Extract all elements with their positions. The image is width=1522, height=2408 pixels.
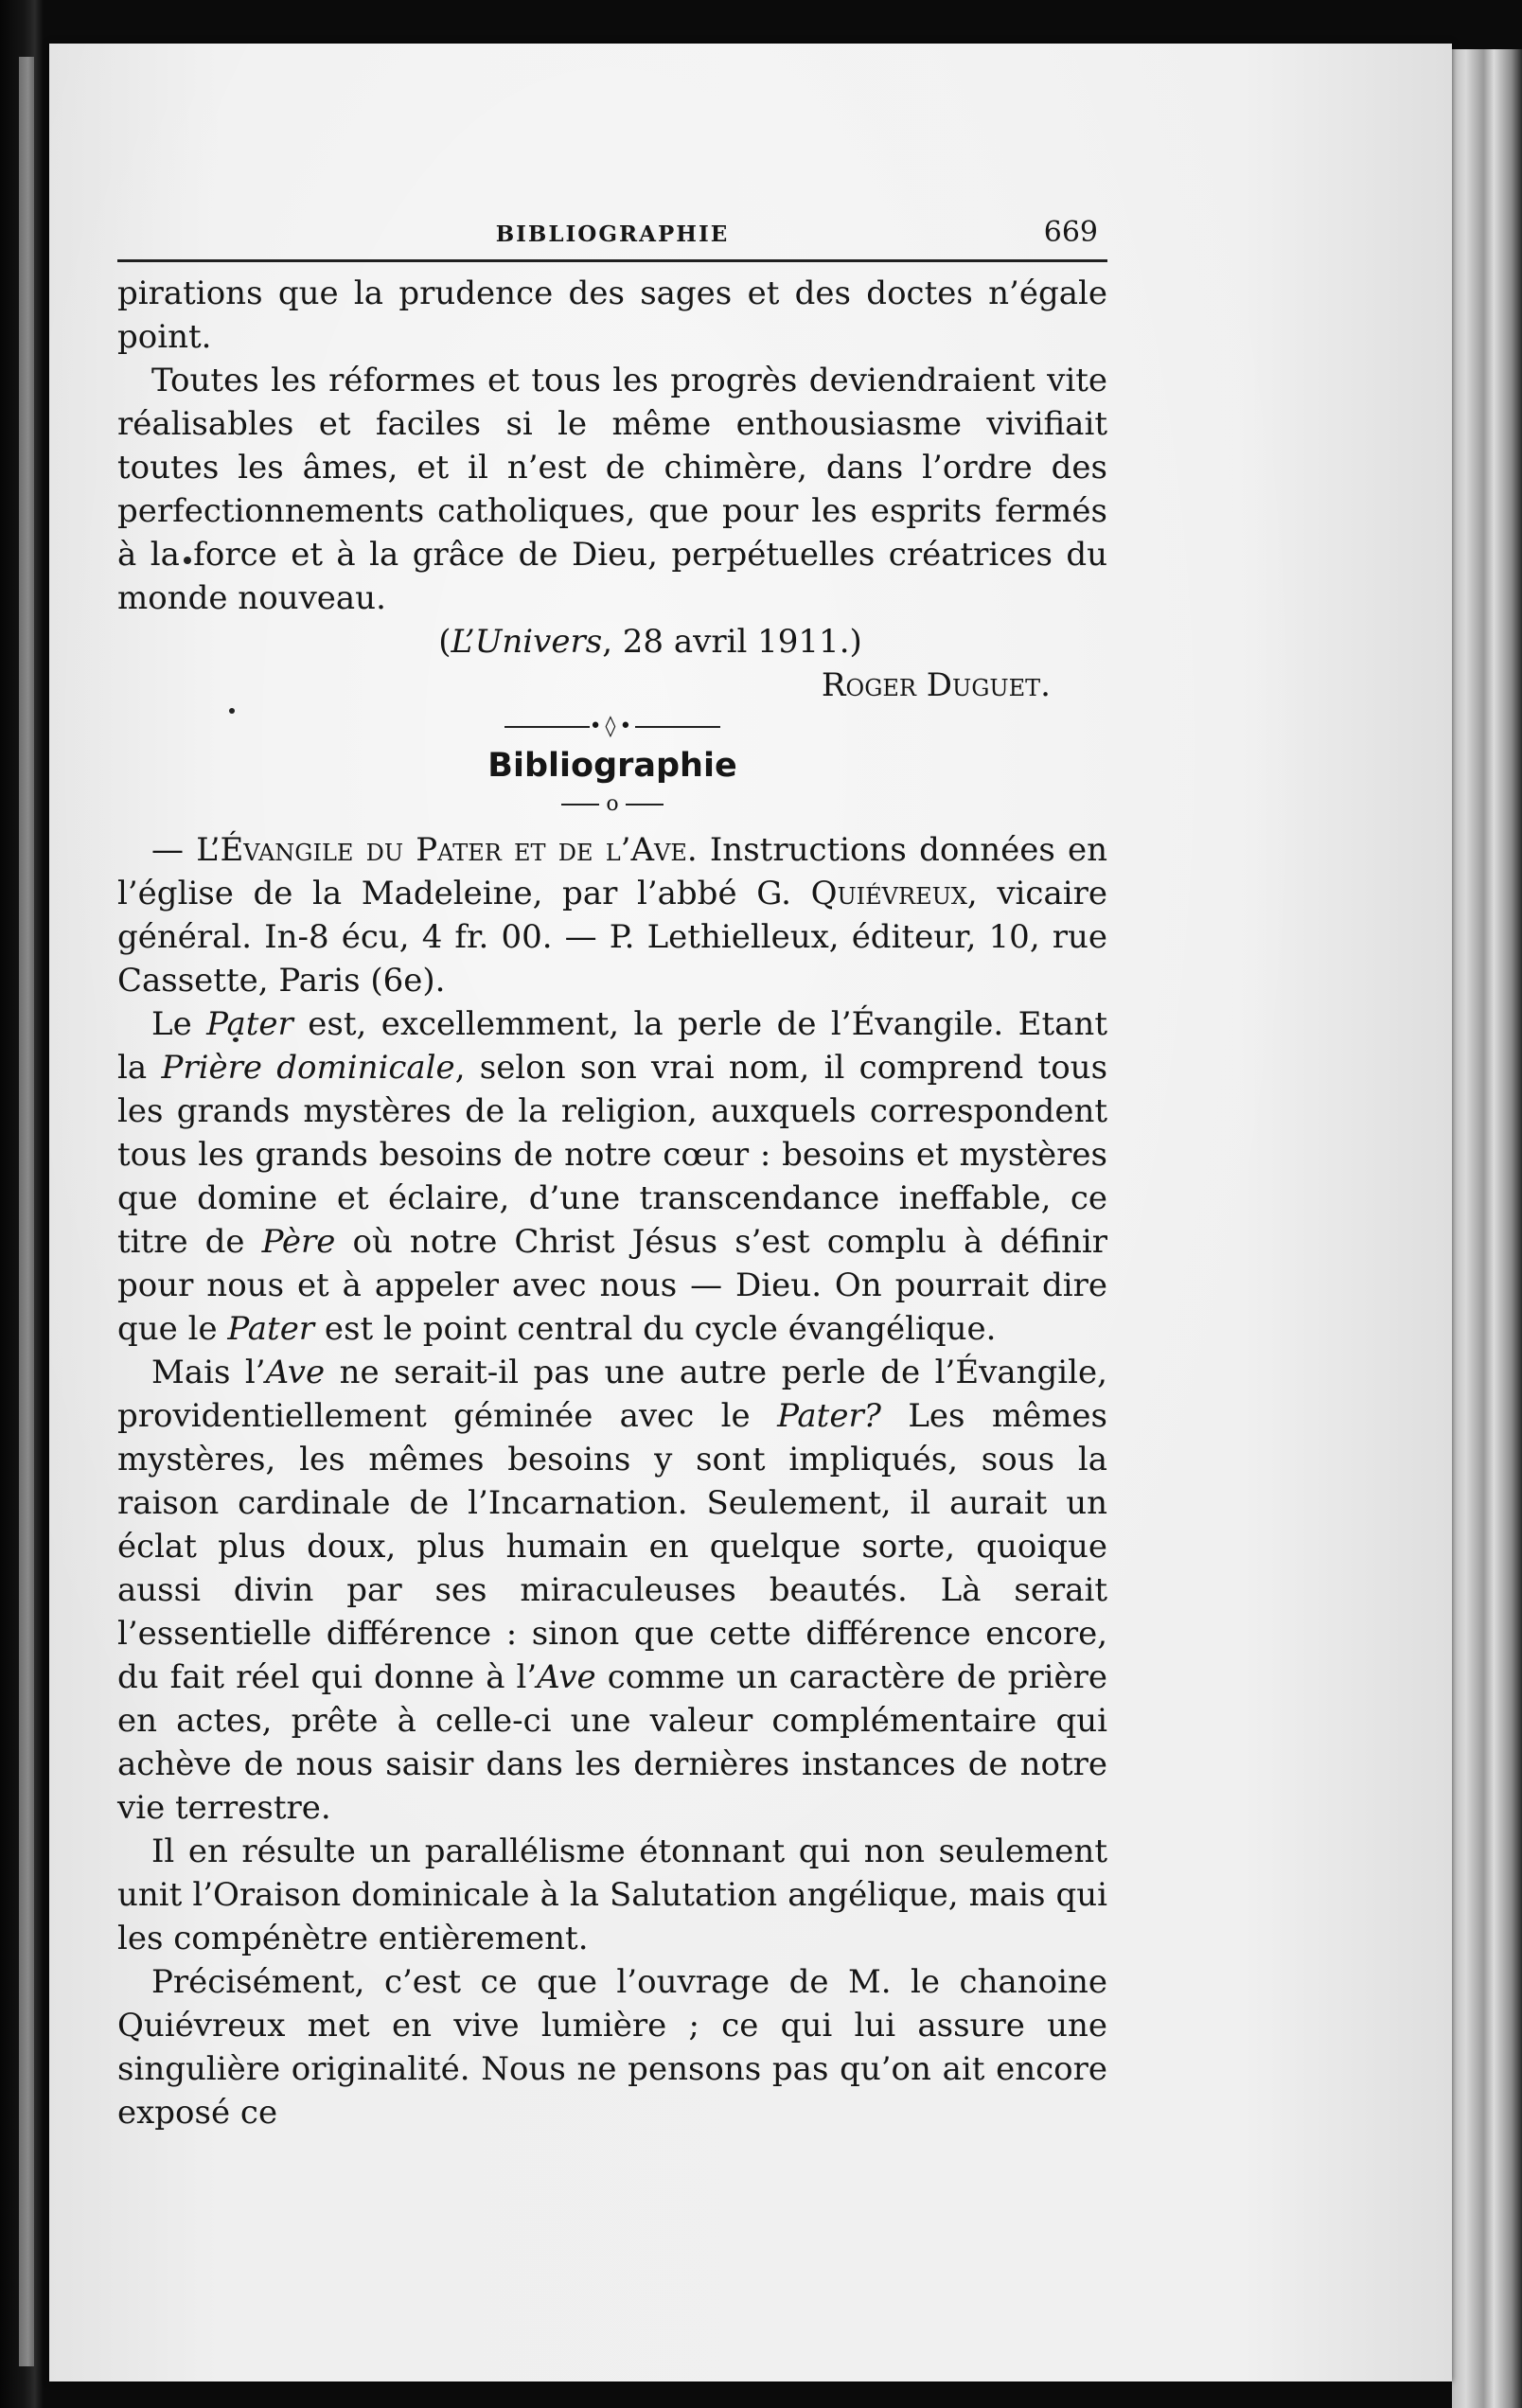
- article-author: Roger Duguet.: [821, 666, 1051, 704]
- body-text: [117, 272, 1107, 2134]
- review-paragraph: Il en résulte un parallélisme étonnant qui non seulement unit l’Oraison dominicale à la Salutation angélique, mais qui les compénètre entièrement.: [117, 1833, 1107, 1957]
- section-title: Bibliographie: [487, 747, 737, 785]
- divider-ornament: •◊•: [117, 713, 1107, 741]
- review-paragraph: Le Pater est, excellemment, la perle de l’Évangile. Etant la Prière dominicale, selon son vrai nom, il comprend tous les grands mystères de la religion, auxquels correspondent tous les grands besoins de notre cœur : besoins et mystères que domine et éclaire, d’une transcendance ineffable, ce titre de Père où notre Christ Jésus s’est complu à définir pour nous et à appeler avec nous — Dieu. On pourrait dire que le Pater est le point central du cycle évangélique.: [117, 1005, 1108, 1348]
- book-title: L’Évangile du Pater et de l’Ave: [196, 831, 687, 869]
- page-content: [117, 216, 1107, 2134]
- section-subdivider: o: [117, 790, 1107, 819]
- page-number: 669: [1043, 216, 1098, 249]
- article-paragraph: Toutes les réformes et tous les progrès deviendraient vite réalisables et faciles si le même enthousiasme vivifiait toutes les âmes, et il n’est de chimère, dans l’ordre des perfectionnements catholiques, que pour les esprits fermés à la force et à la grâce de Dieu, perpétuelles créatrices du monde nouveau.: [117, 362, 1107, 617]
- running-head: [117, 216, 1107, 262]
- source-title: L’Univers: [451, 623, 603, 661]
- review-paragraph: Précisément, c’est ce que l’ouvrage de M. le chanoine Quiévreux met en vive lumière ; ce qui lui assure une singulière originalité. Nous ne pensons pas qu’on ait encore exposé ce: [117, 1963, 1107, 2132]
- article-source: (L’Univers, 28 avril 1911.): [438, 623, 862, 661]
- book-author: Quiévreux: [810, 875, 967, 912]
- review-entry: — L’Évangile du Pater et de l’Ave. Instructions données en l’église de la Madeleine, par l’abbé G. Quiévreux, vicaire général. In-8 écu, 4 fr. 00. — P. Lethielleux, éditeur, 10, rue Cassette, Paris (6e).: [117, 831, 1108, 1000]
- review-paragraph: Mais l’Ave ne serait-il pas une autre perle de l’Évangile, providentiellement géminée avec le Pater? Les mêmes mystères, les mêmes besoins y sont impliqués, sous la raison cardinale de l’Incarnation. Seulement, il aurait un éclat plus doux, plus humain en quelque sorte, quoique aussi divin par ses miraculeuses beautés. Là serait l’essentielle différence : sinon que cette différence encore, du fait réel qui donne à l’Ave comme un caractère de prière en actes, prête à celle-ci une valeur complémentaire qui achève de nous saisir dans les dernières instances de notre vie terrestre.: [117, 1354, 1108, 1827]
- page-stack-edge: [1452, 49, 1522, 2408]
- running-title: BIBLIOGRAPHIE: [495, 221, 730, 247]
- continued-line: pirations que la prudence des sages et des doctes n’égale point.: [117, 274, 1107, 356]
- previous-page-edge: [19, 57, 34, 2366]
